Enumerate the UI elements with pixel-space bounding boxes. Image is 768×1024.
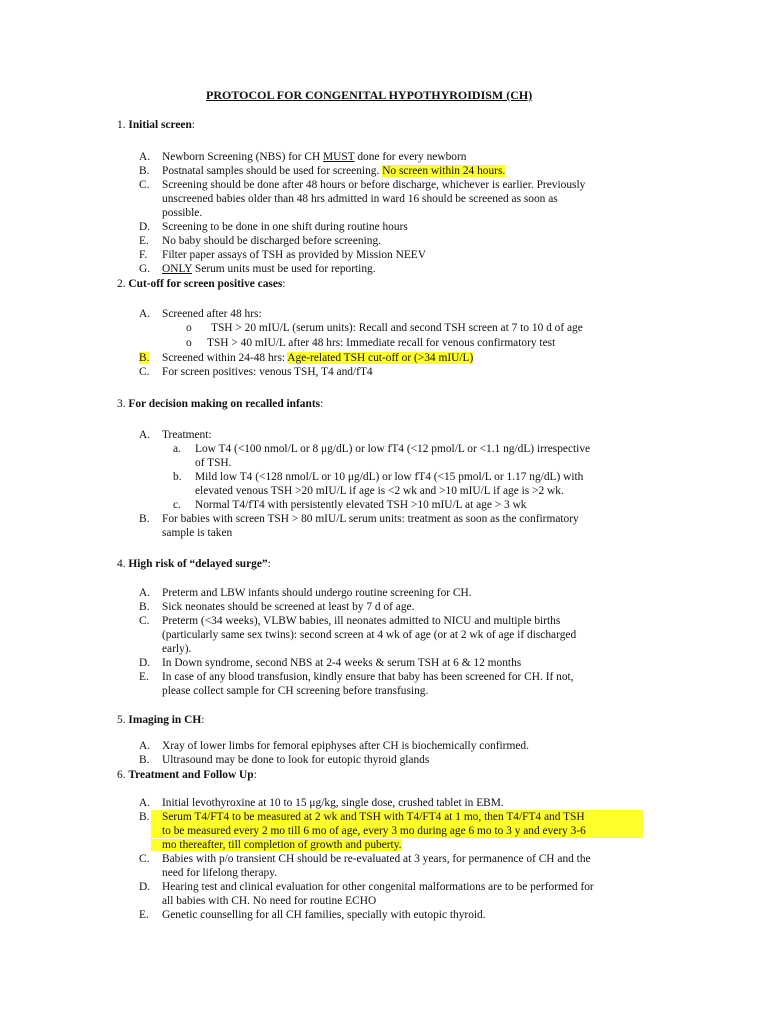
sub-item-line: of TSH. bbox=[195, 457, 232, 469]
bullet-item: TSH > 20 mIU/L (serum units): Recall and second TSH screen at 7 to 10 d of age bbox=[211, 322, 583, 334]
section-number: 3. bbox=[117, 398, 126, 410]
list-marker: C. bbox=[139, 615, 150, 627]
list-item: Xray of lower limbs for femoral epiphyses after CH is biochemically confirmed. bbox=[162, 740, 529, 752]
bullet-marker: o bbox=[186, 322, 192, 334]
list-item: Screening to be done in one shift during routine hours bbox=[162, 221, 408, 233]
list-item-line: Babies with p/o transient CH should be re-evaluated at 3 years, for permanence of CH and the bbox=[162, 853, 591, 865]
list-item-line: In Down syndrome, second NBS at 2-4 weeks & serum TSH at 6 & 12 months bbox=[162, 657, 522, 669]
list-marker: A. bbox=[139, 587, 151, 599]
list-marker: C. bbox=[139, 366, 150, 378]
section-2-heading: 2. Cut-off for screen positive cases: bbox=[117, 278, 286, 290]
section-title: Cut-off for screen positive cases bbox=[128, 278, 283, 290]
list-item-line: Preterm and LBW infants should undergo routine screening for CH. bbox=[162, 587, 472, 599]
list-item-line: In case of any blood transfusion, kindly ensure that baby has been screened for CH. If not, bbox=[162, 671, 574, 683]
sub-marker: b. bbox=[173, 471, 182, 483]
list-marker: C. bbox=[139, 179, 150, 191]
list-marker: A. bbox=[139, 151, 151, 163]
bullet-marker: o bbox=[186, 337, 192, 349]
bullet-item: TSH > 40 mIU/L after 48 hrs: Immediate recall for venous confirmatory test bbox=[207, 337, 556, 349]
sub-item-line: Low T4 (<100 nmol/L or 8 μg/dL) or low fT4 (<12 pmol/L or <1.1 ng/dL) irrespective bbox=[195, 443, 591, 455]
list-marker: B. bbox=[139, 165, 150, 177]
list-item-line: Hearing test and clinical evaluation for other congenital malformations are to be performed for bbox=[162, 881, 594, 893]
list-marker: A. bbox=[139, 740, 151, 752]
sub-item-line: Mild low T4 (<128 nmol/L or 10 μg/dL) or low fT4 (<15 pmol/L or 1.17 ng/dL) with bbox=[195, 471, 584, 483]
list-marker: B. bbox=[139, 513, 150, 525]
highlighted-text: to be measured every 2 mo till 6 mo of age, every 3 mo during age 6 mo to 3 y and every 3-6 bbox=[151, 824, 643, 838]
sub-marker: a. bbox=[173, 443, 181, 455]
list-item-line: Initial levothyroxine at 10 to 15 μg/kg, single dose, crushed tablet in EBM. bbox=[162, 797, 504, 809]
list-marker: B. bbox=[139, 811, 150, 823]
list-marker: B. bbox=[139, 754, 150, 766]
list-marker: E. bbox=[139, 671, 149, 683]
list-marker: B. bbox=[139, 601, 150, 613]
list-item: Screened within 24-48 hrs: Age-related TSH cut-off or (>34 mIU/L) bbox=[162, 352, 474, 364]
list-item-line: Genetic counselling for all CH families, specially with eutopic thyroid. bbox=[162, 909, 486, 921]
sub-marker: c. bbox=[173, 499, 181, 511]
list-item-line: possible. bbox=[162, 207, 203, 219]
section-title: Initial screen bbox=[128, 119, 192, 131]
section-title: Imaging in CH bbox=[128, 714, 202, 726]
section-1-heading: 1. Initial screen: bbox=[117, 119, 195, 131]
list-marker: E. bbox=[139, 909, 149, 921]
section-number: 2. bbox=[117, 278, 126, 290]
list-item-line: all babies with CH. No need for routine ECHO bbox=[162, 895, 377, 907]
list-item: ONLY Serum units must be used for reporting. bbox=[162, 263, 376, 275]
list-item-line: Preterm (<34 weeks), VLBW babies, ill neonates admitted to NICU and multiple births bbox=[162, 615, 561, 627]
document-title: PROTOCOL FOR CONGENITAL HYPOTHYROIDISM (CH) bbox=[206, 88, 533, 102]
list-item: Filter paper assays of TSH as provided by Mission NEEV bbox=[162, 249, 426, 261]
list-marker: G. bbox=[139, 263, 151, 275]
section-title: High risk of “delayed surge” bbox=[128, 558, 268, 570]
list-item-line: need for lifelong therapy. bbox=[162, 867, 278, 879]
list-marker: F. bbox=[139, 249, 148, 261]
list-item: Postnatal samples should be used for screening. No screen within 24 hours. bbox=[162, 165, 506, 177]
list-item: Treatment: bbox=[162, 429, 212, 441]
list-item-line: (particularly same sex twins): second screen at 4 wk of age (or at 2 wk of age if discharged bbox=[162, 629, 577, 641]
section-3-heading: 3. For decision making on recalled infants: bbox=[117, 398, 324, 410]
section-6-heading: 6. Treatment and Follow Up: bbox=[117, 769, 257, 781]
list-marker: B. bbox=[139, 352, 150, 364]
list-item: Ultrasound may be done to look for eutopic thyroid glands bbox=[162, 754, 430, 766]
section-5-heading: 5. Imaging in CH: bbox=[117, 714, 205, 726]
list-item: For screen positives: venous TSH, T4 and/fT4 bbox=[162, 366, 373, 378]
list-item-line: Sick neonates should be screened at least by 7 d of age. bbox=[162, 601, 415, 613]
section-number: 5. bbox=[117, 714, 126, 726]
list-item-line: please collect sample for CH screening before transfusing. bbox=[162, 685, 429, 697]
list-marker: A. bbox=[139, 797, 151, 809]
list-item: No baby should be discharged before screening. bbox=[162, 235, 381, 247]
list-marker: C. bbox=[139, 853, 150, 865]
list-item-line: Screening should be done after 48 hours or before discharge, whichever is earlier. Previously bbox=[162, 179, 586, 191]
list-item-line bbox=[151, 810, 643, 824]
highlighted-text: No screen within 24 hours. bbox=[382, 165, 506, 177]
list-item-line: unscreened babies older than 48 hrs admitted in ward 16 should be screened as soon as bbox=[162, 193, 558, 205]
list-item: Newborn Screening (NBS) for CH MUST done for every newborn bbox=[162, 151, 467, 163]
section-number: 4. bbox=[117, 558, 126, 570]
list-marker: E. bbox=[139, 235, 149, 247]
section-title: Treatment and Follow Up bbox=[128, 769, 254, 781]
highlighted-text: mo thereafter, till completion of growth and puberty. bbox=[151, 839, 402, 851]
list-marker: D. bbox=[139, 881, 151, 893]
list-marker: D. bbox=[139, 221, 151, 233]
list-marker: A. bbox=[139, 308, 151, 320]
highlighted-text: Age-related TSH cut-off or (>34 mIU/L) bbox=[287, 352, 474, 364]
section-title: For decision making on recalled infants bbox=[128, 398, 321, 410]
section-number: 1. bbox=[117, 119, 126, 131]
section-number: 6. bbox=[117, 769, 126, 781]
sub-item-line: Normal T4/fT4 with persistently elevated TSH >10 mIU/L at age > 3 wk bbox=[195, 499, 527, 511]
list-item-line: sample is taken bbox=[162, 527, 233, 539]
highlighted-text: Serum T4/FT4 to be measured at 2 wk and TSH with T4/FT4 at 1 mo, then T4/FT4 and TSH bbox=[151, 810, 643, 824]
sub-item-line: elevated venous TSH >20 mIU/L if age is <2 wk and >10 mIU/L if age is >2 wk. bbox=[195, 485, 564, 497]
list-item-line: For babies with screen TSH > 80 mIU/L serum units: treatment as soon as the confirmatory bbox=[162, 513, 579, 525]
list-item-line bbox=[151, 838, 402, 852]
list-item-line bbox=[151, 824, 643, 838]
list-item-line: early). bbox=[162, 643, 192, 655]
list-item: Screened after 48 hrs: bbox=[162, 308, 262, 320]
list-marker: D. bbox=[139, 657, 151, 669]
list-marker: A. bbox=[139, 429, 151, 441]
section-4-heading: 4. High risk of “delayed surge”: bbox=[117, 558, 271, 570]
